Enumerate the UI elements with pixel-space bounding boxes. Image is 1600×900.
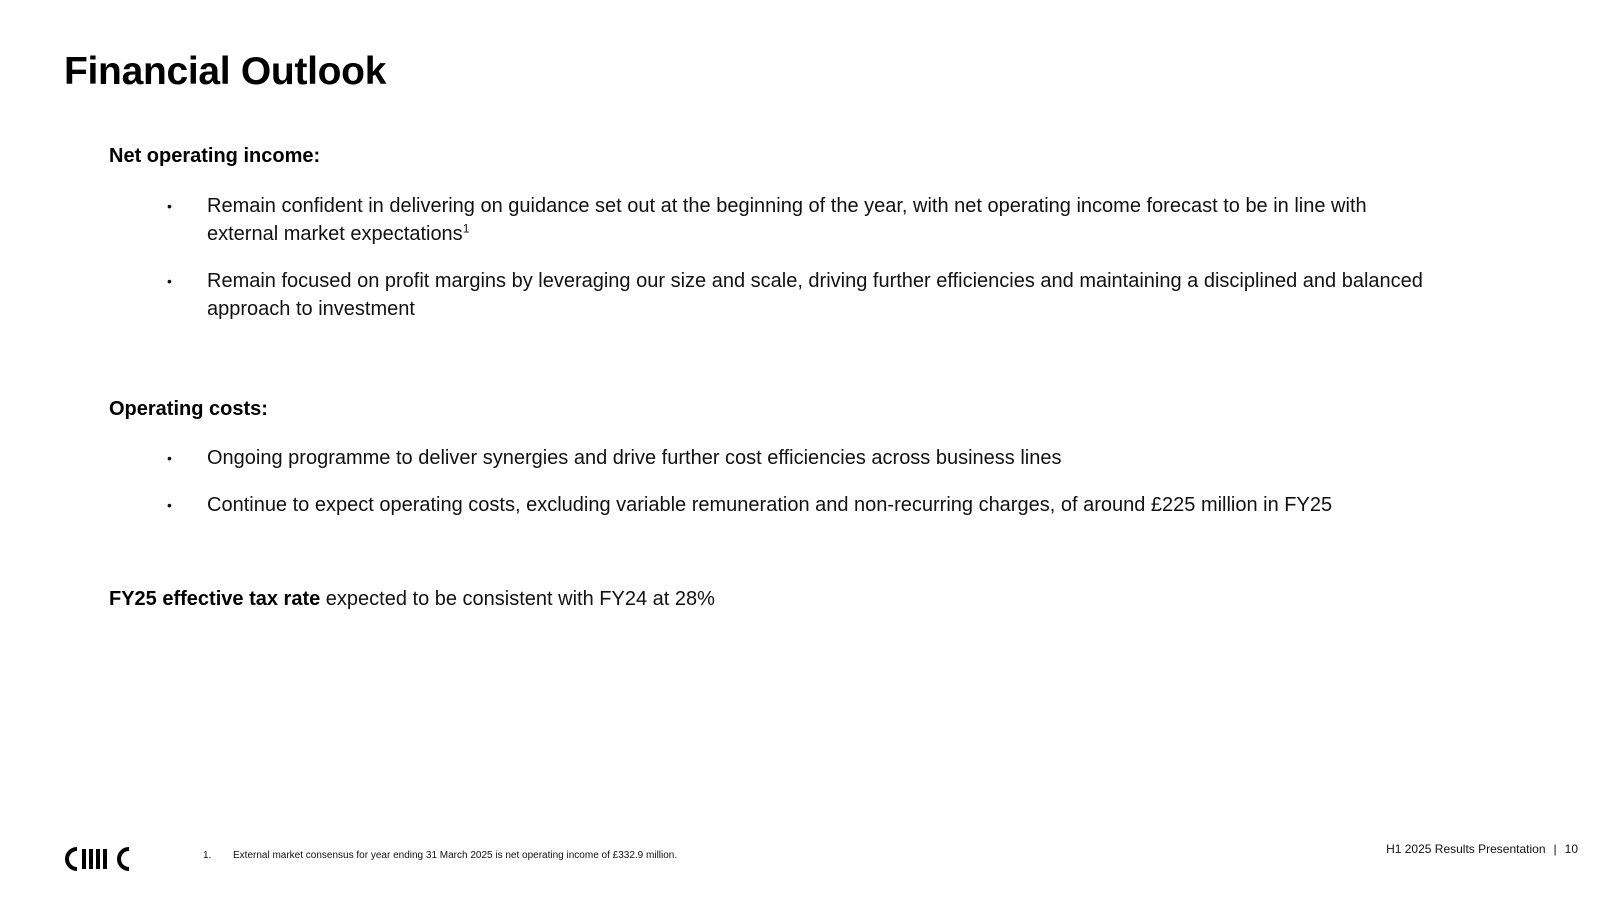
bullet-text: Remain focused on profit margins by leveraging our size and scale, driving further efficiencies and maintaining a disciplined and balanced approach to investment — [207, 270, 1423, 320]
bullet-text: Ongoing programme to deliver synergies and drive further cost efficiencies across business lines — [207, 447, 1062, 469]
presentation-title: H1 2025 Results Presentation — [1386, 842, 1546, 856]
cmc-logo — [63, 845, 133, 873]
slide-title: Financial Outlook — [64, 50, 387, 93]
tax-rate-text: expected to be consistent with FY24 at 28% — [320, 588, 715, 610]
footnote-reference: 1 — [462, 221, 470, 236]
bullet-text: Remain confident in delivering on guidance set out at the beginning of the year, with net operating income forecast to be in line with external market expectations — [207, 195, 1367, 245]
tax-rate-statement — [109, 588, 715, 611]
footnote-number: 1. — [203, 850, 212, 861]
page-number: 10 — [1564, 842, 1578, 856]
footer-page-info — [1386, 842, 1578, 856]
footer-separator: | — [1553, 842, 1557, 856]
footnote-text: External market consensus for year ending 31 March 2025 is net operating income of £332.9 million. — [233, 850, 678, 861]
list-item — [109, 491, 1429, 519]
footnote — [203, 850, 677, 861]
net-operating-income-bullets — [109, 192, 1429, 342]
bullet-dot-icon: • — [167, 450, 172, 466]
list-item — [109, 267, 1429, 323]
bullet-dot-icon: • — [167, 198, 172, 214]
section-heading-net-operating-income: Net operating income: — [109, 145, 321, 167]
tax-rate-label: FY25 effective tax rate — [109, 588, 321, 610]
list-item — [109, 444, 1429, 472]
list-item — [109, 192, 1429, 248]
operating-costs-bullets — [109, 444, 1429, 538]
bullet-dot-icon: • — [167, 497, 172, 513]
bullet-text: Continue to expect operating costs, excluding variable remuneration and non-recurring charges, of around £225 million in FY25 — [207, 494, 1333, 516]
section-heading-operating-costs: Operating costs: — [109, 398, 268, 420]
bullet-dot-icon: • — [167, 273, 172, 289]
